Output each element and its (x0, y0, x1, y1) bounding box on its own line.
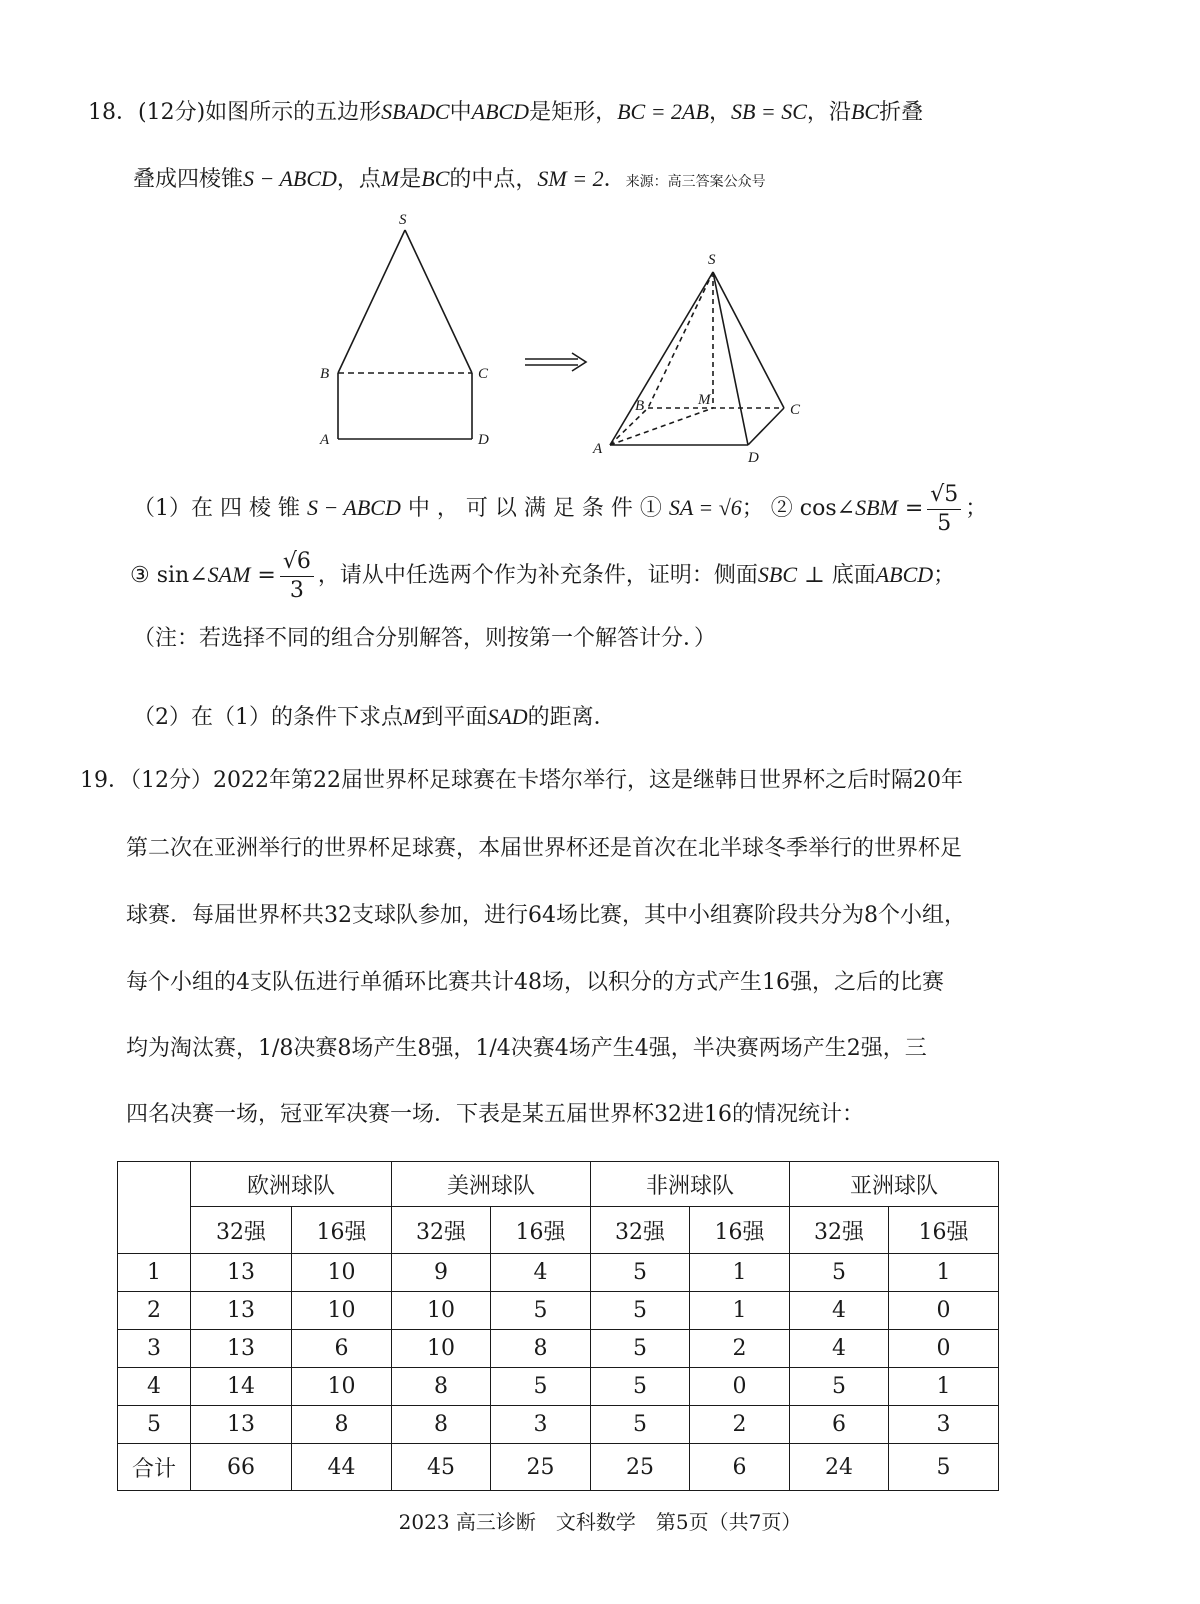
label-D-flat: D (478, 432, 489, 448)
table-cell: 1 (889, 1368, 999, 1406)
table-row (118, 1254, 999, 1292)
edge-SA (610, 272, 713, 445)
table-cell: 9 (392, 1254, 491, 1292)
q19-line1: 19．（12分）2022年第22届世界杯足球赛在卡塔尔举行，这是继韩日世界杯之后时隔20年 (80, 768, 963, 793)
subheader-16: 16强 (292, 1207, 392, 1254)
edge-SB-flat (338, 230, 405, 373)
q19-line2: 第二次在亚洲举行的世界杯足球赛，本届世界杯还是首次在北半球冬季举行的世界杯足 (126, 836, 963, 861)
table-cell: 5 (591, 1406, 690, 1444)
table-cell: 0 (889, 1292, 999, 1330)
q19-line5: 均为淘汰赛，1/8决赛8场产生8强，1/4决赛4场产生4强，半决赛两场产生2强，三 (126, 1036, 927, 1061)
table-cell: 1 (690, 1292, 790, 1330)
table-cell: 10 (292, 1292, 392, 1330)
table-cell: 10 (392, 1292, 491, 1330)
label-A: A (593, 441, 603, 457)
label-M: M (698, 392, 711, 408)
fraction-sqrt6-over-3: $\frac{√6}{3}$ (280, 548, 314, 605)
table-cell: 8 (292, 1406, 392, 1444)
subheader-32: 32强 (191, 1207, 292, 1254)
table-row (118, 1292, 999, 1330)
subheader-32: 32强 (790, 1207, 889, 1254)
row-label: 3 (118, 1330, 191, 1368)
label-C-flat: C (478, 366, 489, 382)
q19-line6: 四名决赛一场，冠亚军决赛一场．下表是某五届世界杯32进16的情况统计： (126, 1102, 864, 1127)
row-label: 2 (118, 1292, 191, 1330)
label-S-flat: S (399, 212, 407, 228)
table-cell: 3 (889, 1406, 999, 1444)
table-cell: 6 (292, 1330, 392, 1368)
table-cell: 8 (392, 1368, 491, 1406)
total-cell: 25 (591, 1444, 690, 1491)
table-cell: 13 (191, 1330, 292, 1368)
q18-part1-line1: （1）在 四 棱 锥 S − ABCD 中 ， 可 以 满 足 条 件 ① SA = √6； ② cos∠SBM = $\frac{√5}{5}$ ； (133, 481, 988, 536)
group-americas: 美洲球队 (392, 1162, 591, 1207)
table-cell: 3 (491, 1406, 591, 1444)
table-cell: 5 (790, 1254, 889, 1292)
label-C: C (790, 402, 801, 418)
q19-line3: 球赛．每届世界杯共32支球队参加，进行64场比赛，其中小组赛阶段共分为8个小组， (126, 903, 966, 928)
total-label: 合计 (118, 1444, 191, 1491)
table-cell: 0 (690, 1368, 790, 1406)
edge-SD (713, 272, 748, 445)
total-cell: 5 (889, 1444, 999, 1491)
q18-line2: 叠成四棱锥S − ABCD，点M是BC的中点，SM = 2．来源：高三答案公众号 (133, 166, 766, 192)
table-cell: 10 (292, 1254, 392, 1292)
q18-note: （注：若选择不同的组合分别解答，则按第一个解答计分．） (133, 626, 717, 651)
table-cell: 5 (591, 1292, 690, 1330)
subheader-16: 16强 (690, 1207, 790, 1254)
table-cell: 5 (591, 1330, 690, 1368)
subheader-32: 32强 (392, 1207, 491, 1254)
table-corner-cell (118, 1162, 191, 1254)
table-row (118, 1330, 999, 1368)
table-cell: 13 (191, 1254, 292, 1292)
label-A-flat: A (320, 432, 330, 448)
q18-part2: （2）在（1）的条件下求点M到平面SAD的距离． (133, 704, 616, 730)
table-cell: 13 (191, 1406, 292, 1444)
total-cell: 44 (292, 1444, 392, 1491)
label-B: B (635, 398, 645, 414)
subheader-16: 16强 (491, 1207, 591, 1254)
table-cell: 5 (591, 1254, 690, 1292)
table-cell: 4 (491, 1254, 591, 1292)
total-cell: 24 (790, 1444, 889, 1491)
q18-line1: 18．(12分)如图所示的五边形SBADC中ABCD是矩形，BC = 2AB，SB = SC，沿BC折叠 (88, 99, 924, 125)
table-total-row (118, 1444, 999, 1491)
table-cell: 0 (889, 1330, 999, 1368)
table-cell: 2 (690, 1330, 790, 1368)
table-cell: 1 (690, 1254, 790, 1292)
q18-part1-line2: ③ sin∠SAM = $\frac{√6}{3}$ ，请从中任选两个作为补充条件，证明：侧面SBC ⊥ 底面ABCD； (130, 548, 956, 603)
row-label: 5 (118, 1406, 191, 1444)
table-cell: 14 (191, 1368, 292, 1406)
table-cell: 10 (292, 1368, 392, 1406)
geometry-figure (300, 210, 840, 475)
table-cell: 5 (491, 1292, 591, 1330)
table-cell: 6 (790, 1406, 889, 1444)
worldcup-stats-table (117, 1161, 999, 1491)
table-row (118, 1406, 999, 1444)
table-cell: 5 (591, 1368, 690, 1406)
total-cell: 25 (491, 1444, 591, 1491)
table-header-sub (118, 1207, 999, 1254)
table-cell: 10 (392, 1330, 491, 1368)
edge-SC (713, 272, 784, 408)
label-S: S (708, 252, 716, 268)
row-label: 4 (118, 1368, 191, 1406)
table-cell: 8 (392, 1406, 491, 1444)
group-europe: 欧洲球队 (191, 1162, 392, 1207)
table-cell: 2 (690, 1406, 790, 1444)
table-cell: 4 (790, 1330, 889, 1368)
subheader-32: 32强 (591, 1207, 690, 1254)
total-cell: 45 (392, 1444, 491, 1491)
group-africa: 非洲球队 (591, 1162, 790, 1207)
label-B-flat: B (320, 366, 330, 382)
arrow-head (572, 353, 586, 371)
fraction-sqrt5-over-5: $\frac{√5}{5}$ (927, 481, 961, 538)
table-row (118, 1368, 999, 1406)
group-asia: 亚洲球队 (790, 1162, 999, 1207)
edge-DC (748, 408, 784, 445)
total-cell: 6 (690, 1444, 790, 1491)
edge-SC-flat (405, 230, 472, 373)
table-cell: 4 (790, 1292, 889, 1330)
page-footer: 2023 高三诊断 文科数学 第5页（共7页） (398, 1510, 802, 1534)
table-header-groups (118, 1162, 999, 1207)
table-cell: 8 (491, 1330, 591, 1368)
table-cell: 5 (790, 1368, 889, 1406)
table-cell: 1 (889, 1254, 999, 1292)
total-cell: 66 (191, 1444, 292, 1491)
table-cell: 13 (191, 1292, 292, 1330)
row-label: 1 (118, 1254, 191, 1292)
source-note: 来源：高三答案公众号 (625, 174, 766, 190)
edge-AM (610, 408, 713, 445)
subheader-16: 16强 (889, 1207, 999, 1254)
label-D: D (748, 450, 759, 466)
q19-line4: 每个小组的4支队伍进行单循环比赛共计48场，以积分的方式产生16强，之后的比赛 (126, 970, 944, 995)
edge-SB (648, 272, 713, 408)
table-cell: 5 (491, 1368, 591, 1406)
